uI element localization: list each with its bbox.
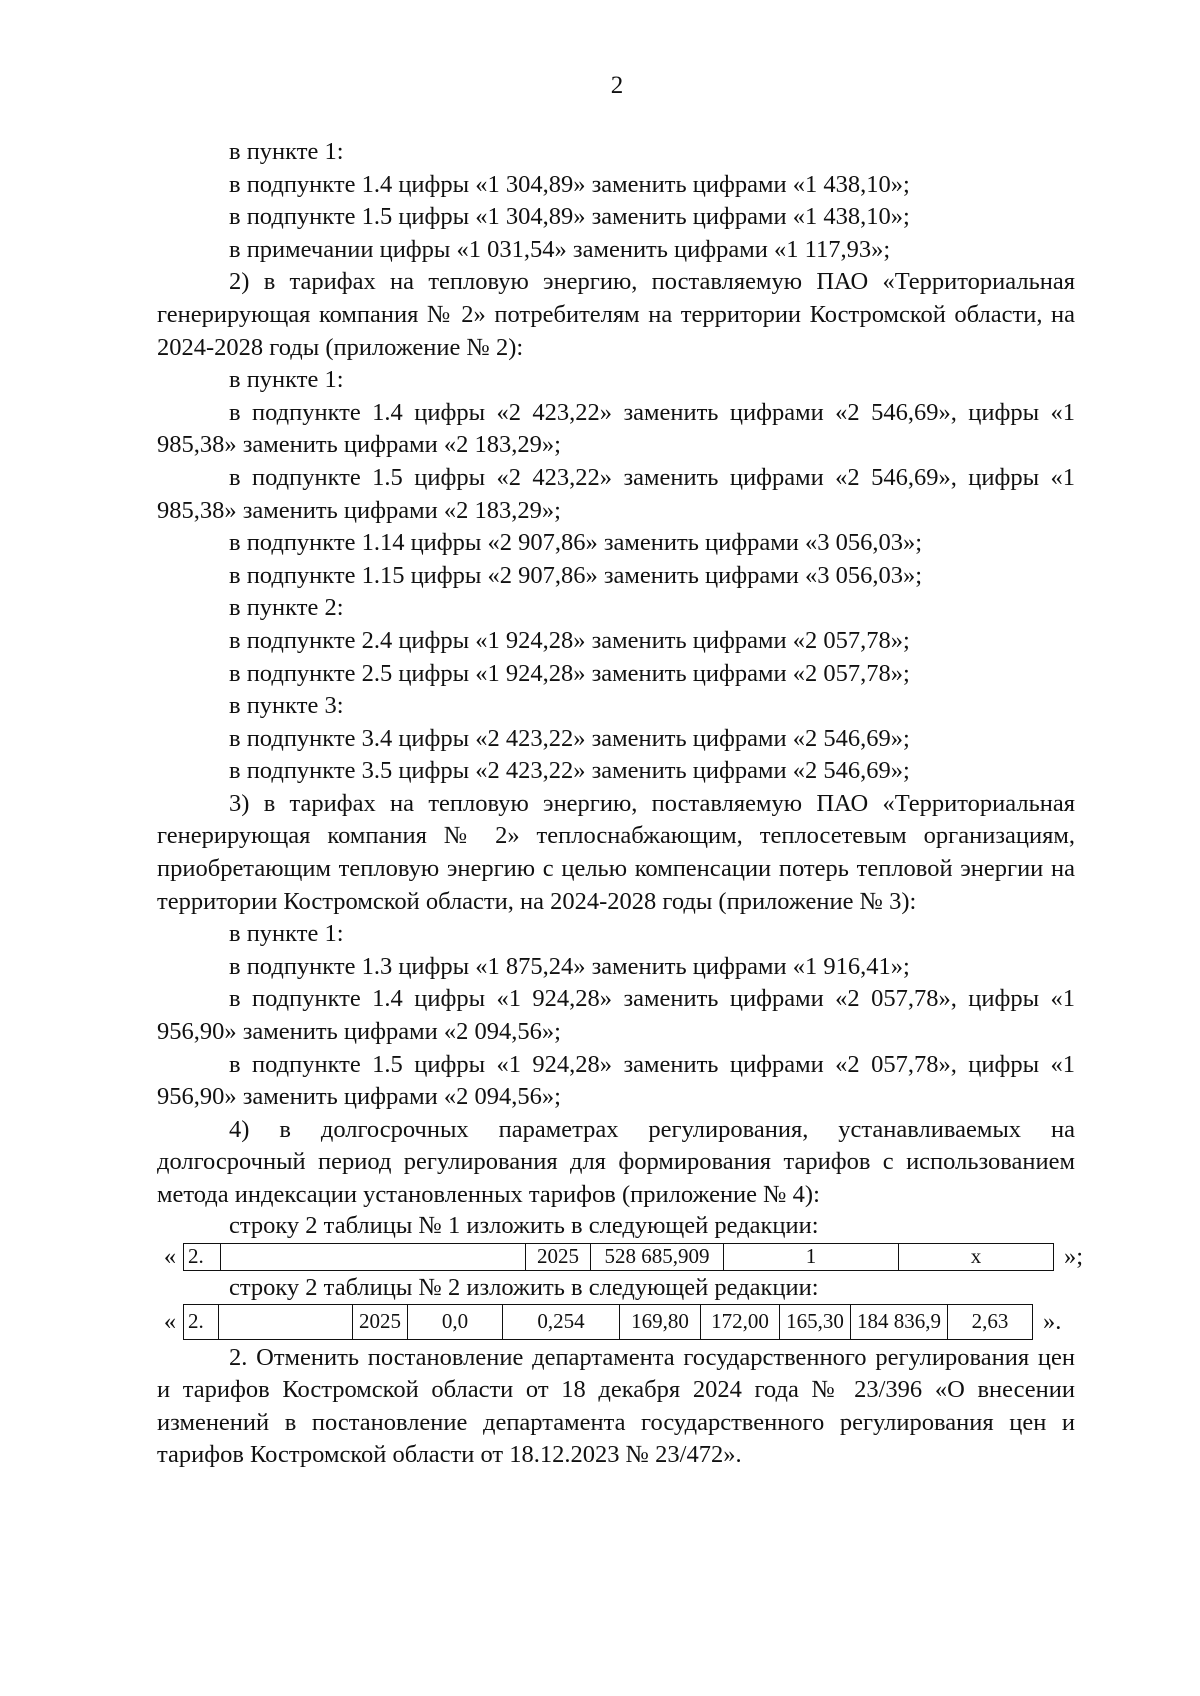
table-cell [221,1243,526,1270]
paragraph: в пункте 2: [229,594,344,622]
paragraph: в подпункте 1.5 цифры «1 924,28» заменить цифрами «2 057,78», цифры «1 956,90» заменить цифрами «2 094,56»; [157,1050,1075,1111]
table2 [183,1304,1033,1340]
table2-intro: строку 2 таблицы № 2 изложить в следующей редакции: [229,1273,819,1301]
table-cell: 169,80 [620,1304,701,1339]
paragraph: 4) в долгосрочных параметрах регулирования, устанавливаемых на долгосрочный период регулирования для формирования тарифов с использованием метода индексации установленных тарифов (приложение № 4): [157,1115,1075,1208]
table-row [184,1243,1054,1270]
paragraph: в пункте 1: [229,366,344,394]
table-cell [219,1304,353,1339]
table1 [183,1243,1054,1271]
paragraph: в подпункте 1.5 цифры «2 423,22» заменить цифрами «2 546,69», цифры «1 985,38» заменить цифрами «2 183,29»; [157,463,1075,524]
paragraph: в подпункте 2.5 цифры «1 924,28» заменить цифрами «2 057,78»; [229,659,910,687]
table-cell: 2025 [526,1243,591,1270]
paragraph: в подпункте 1.3 цифры «1 875,24» заменить цифрами «1 916,41»; [229,952,910,980]
paragraph: в подпункте 1.5 цифры «1 304,89» заменить цифрами «1 438,10»; [229,203,910,231]
table-cell: 172,00 [701,1304,780,1339]
table-cell: 528 685,909 [591,1243,724,1270]
paragraph: в подпункте 1.15 цифры «2 907,86» заменить цифрами «3 056,03»; [229,561,923,589]
paragraph: в подпункте 1.14 цифры «2 907,86» заменить цифрами «3 056,03»; [229,529,923,557]
table1-row [157,1240,1084,1274]
paragraph: в подпункте 3.4 цифры «2 423,22» заменить цифрами «2 546,69»; [229,724,910,752]
table-cell: x [899,1243,1054,1270]
paragraph: в пункте 1: [229,920,344,948]
page-number: 2 [610,72,624,99]
close-quote: »; [1064,1242,1084,1270]
paragraph: 3) в тарифах на тепловую энергию, поставляемую ПАО «Территориальная генерирующая компания № 2» теплоснабжающим, теплосетевым организациям, приобретающим тепловую энергию с целью компенсации потерь тепловой энергии на территории Костромской области, на 2024-2028 годы (приложение № 3): [157,789,1075,915]
close-quote: ». [1043,1307,1062,1335]
open-quote: « [163,1242,177,1270]
table-cell: 2. [184,1304,219,1339]
paragraph: в подпункте 1.4 цифры «1 924,28» заменить цифрами «2 057,78», цифры «1 956,90» заменить цифрами «2 094,56»; [157,985,1075,1046]
paragraph: в подпункте 3.5 цифры «2 423,22» заменить цифрами «2 546,69»; [229,757,910,785]
table2-row [157,1302,1075,1342]
paragraph: в подпункте 1.4 цифры «2 423,22» заменить цифрами «2 546,69», цифры «1 985,38» заменить цифрами «2 183,29»; [157,398,1075,459]
table-cell: 0,254 [503,1304,620,1339]
paragraph: в подпункте 2.4 цифры «1 924,28» заменить цифрами «2 057,78»; [229,626,910,654]
table-cell: 2025 [353,1304,408,1339]
open-quote: « [163,1307,177,1335]
table-cell: 165,30 [780,1304,851,1339]
document-body [157,136,1084,1472]
table-cell: 2. [184,1243,221,1270]
table-cell: 0,0 [408,1304,503,1339]
table-cell: 1 [724,1243,899,1270]
table-cell: 2,63 [948,1304,1033,1339]
table-row [184,1304,1033,1339]
paragraph: 2. Отменить постановление департамента государственного регулирования цен и тарифов Костромской области от 18 декабря 2024 года № 23/396 «О внесении изменений в постановление департамента государственного регулирования цен и тарифов Костромской области от 18.12.2023 № 23/472». [157,1343,1075,1469]
table1-intro: строку 2 таблицы № 1 изложить в следующей редакции: [229,1211,819,1239]
paragraph: в примечании цифры «1 031,54» заменить цифрами «1 117,93»; [229,235,891,263]
paragraph: 2) в тарифах на тепловую энергию, поставляемую ПАО «Территориальная генерирующая компания № 2» потребителям на территории Костромской области, на 2024-2028 годы (приложение № 2): [157,268,1075,361]
paragraph: в пункте 3: [229,692,344,720]
table-cell: 184 836,9 [851,1304,948,1339]
paragraph: в подпункте 1.4 цифры «1 304,89» заменить цифрами «1 438,10»; [229,170,910,198]
paragraph: в пункте 1: [229,138,344,165]
